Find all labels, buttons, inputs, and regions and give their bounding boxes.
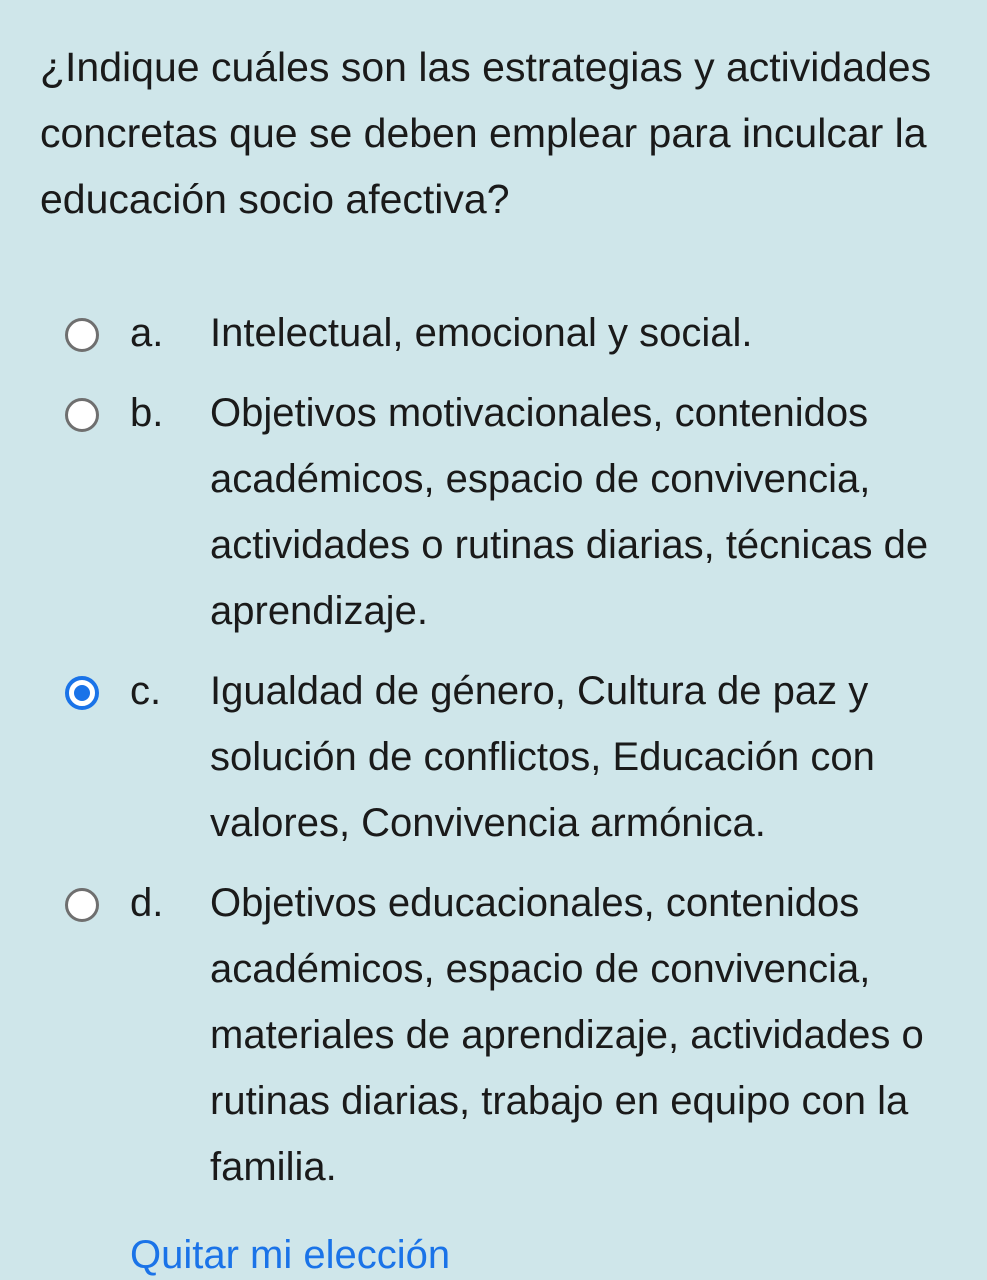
radio-button-d[interactable] <box>65 888 99 922</box>
option-text-a: Intelectual, emocional y social. <box>210 311 753 355</box>
option-letter-b: b. <box>130 391 164 435</box>
option-letter-d: d. <box>130 881 164 925</box>
option-c[interactable] <box>0 658 987 856</box>
option-b[interactable] <box>0 380 987 644</box>
question-text: ¿Indique cuáles son las estrategias y actividades concretas que se deben emplear para inculcar la educación socio afectiva? <box>40 44 932 222</box>
option-letter-a: a. <box>130 311 164 355</box>
option-d[interactable] <box>0 870 987 1200</box>
clear-choice-link[interactable]: Quitar mi elección <box>130 1233 451 1277</box>
answer-options <box>0 300 987 1214</box>
option-text-c: Igualdad de género, Cultura de paz y solución de conflictos, Educación con valores, Convivencia armónica. <box>210 669 875 845</box>
radio-button-a[interactable] <box>65 318 99 352</box>
radio-button-c[interactable] <box>65 676 99 710</box>
option-letter-c: c. <box>130 669 162 713</box>
option-text-b: Objetivos motivacionales, contenidos académicos, espacio de convivencia, actividades o rutinas diarias, técnicas de aprendizaje. <box>210 391 929 633</box>
radio-button-b[interactable] <box>65 398 99 432</box>
option-a[interactable] <box>0 300 987 366</box>
option-text-d: Objetivos educacionales, contenidos académicos, espacio de convivencia, materiales de aprendizaje, actividades o rutinas diarias, trabajo en equipo con la familia. <box>210 881 924 1189</box>
